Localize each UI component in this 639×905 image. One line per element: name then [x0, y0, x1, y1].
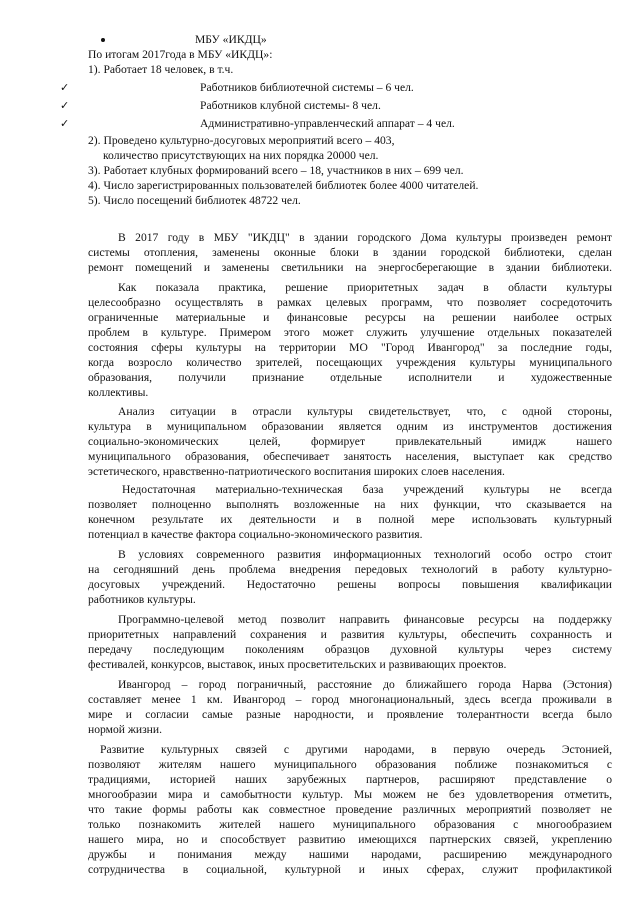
para-4-line: конечном результате их деятельности и в полной мере использовать культурный — [88, 513, 612, 526]
para-2-line: ограниченные материальные и финансовые ресурсы на решении наиболее острых — [88, 311, 612, 324]
stat-item-2: 2). Проведено культурно-досуговых мероприятий всего – 403, — [88, 134, 395, 147]
para-3-line: социально-экономических целей, формирует привлекательный имидж нашего — [88, 435, 612, 448]
checkmark-icon: ✓ — [60, 81, 70, 94]
para-3-line: эстетического, нравственно-патриотического воспитания широких слоев населения. — [88, 465, 505, 478]
para-8-line: нашего мира, но и способствует развитию имеющихся партнерских связей, укреплению — [88, 833, 612, 846]
checkmark-icon: ✓ — [60, 99, 70, 112]
para-4-line: позволяет полноценно выполнять возложенные на них функции, что сказывается на — [88, 498, 612, 511]
para-8-line: только познакомить жителей нашего муниципального образования с многообразием — [88, 818, 612, 831]
para-6-line: фестивалей, конкурсов, выставок, иных просветительских и развивающих проектов. — [88, 658, 507, 671]
para-6-line: передачу последующим поколениям образцов духовной культуры через систему — [88, 643, 612, 656]
para-2-line: Как показала практика, решение приоритетных задач в области культуры — [118, 281, 612, 294]
para-3-line: муниципального образования, обеспечивает занятость населения, выступает как средство — [88, 450, 612, 463]
para-6-line: Программно-целевой метод позволит направить финансовые ресурсы на поддержку — [118, 613, 612, 626]
para-8-line: Развитие культурных связей с другими народами, в первую очередь Эстонией, — [100, 743, 612, 756]
stat-sub-1: Работников библиотечной системы – 6 чел. — [200, 81, 414, 94]
para-5-line: работников культуры. — [88, 593, 196, 606]
para-4-line: Недостаточная материально-техническая база учреждений культуры не всегда — [122, 483, 612, 496]
stat-item-3: 3). Работает клубных формирований всего – 18, участников в них – 699 чел. — [88, 164, 464, 177]
para-6-line: приоритетных направлений сохранения и развития культуры, обеспечить сохранность и — [88, 628, 612, 641]
stat-sub-2: Работников клубной системы- 8 чел. — [200, 99, 381, 112]
para-2-line: когда возросло количество зрителей, посещающих учреждения культуры муниципального — [88, 356, 612, 369]
stat-item-5: 5). Число посещений библиотек 48722 чел. — [88, 194, 301, 207]
para-1-line: В 2017 году в МБУ "ИКДЦ" в здании городского Дома культуры произведен ремонт — [118, 231, 612, 244]
para-2-line: коллективы. — [88, 386, 149, 399]
para-7-line: Ивангород – город пограничный, расстояние до ближайшего города Нарва (Эстония) — [118, 678, 612, 691]
para-7-line: составляет менее 1 км. Ивангород – город многонациональный, здесь всегда проживали в — [88, 693, 612, 706]
para-3-line: Анализ ситуации в отрасли культуры свидетельствует, что, с одной стороны, — [118, 405, 612, 418]
para-2-line: образования, получили признание отдельные исполнители и художественные — [88, 371, 612, 384]
para-8-line: что такие формы работы как совместное проведение различных мероприятий позволяет не — [88, 803, 612, 816]
para-8-line: традициями, историей наших зарубежных партнеров, расширяют представление о — [88, 773, 612, 786]
para-1-line: ремонт помещений и заменены светильники на энергосберегающие в здании библиотеки. — [88, 261, 612, 274]
para-1-line: системы отопления, заменены оконные блоки в здании городской библиотеки, сделан — [88, 246, 612, 259]
para-2-line: проблем в культуре. Примером этого может служить улучшение отдельных показателей — [88, 326, 612, 339]
para-8-line: многообразии мира и самобытности культур. Мы можем не без удовлетворения отметить, — [88, 788, 612, 801]
para-8-line: дружбы и понимания между нашими народами, расширению международного — [88, 848, 612, 861]
stat-item-2-cont: количество присутствующих на них порядка 20000 чел. — [103, 149, 379, 162]
checkmark-icon: ✓ — [60, 117, 70, 130]
stat-item-4: 4). Число зарегистрированных пользователей библиотек более 4000 читателей. — [88, 179, 479, 192]
para-5-line: досуговых учреждений. Недостаточно решены вопросы повышения квалификации — [88, 578, 612, 591]
para-5-line: на сегодняшний день проблема внедрения передовых технологий в работу культурно- — [88, 563, 612, 576]
para-3-line: культура в муниципальном образовании является одним из инструментов достижения — [88, 420, 612, 433]
para-2-line: целесообразно осуществлять в рамках целевых программ, что позволяет сосредоточить — [88, 296, 612, 309]
stat-item-1: 1). Работает 18 человек, в т.ч. — [88, 63, 234, 76]
para-7-line: мире и согласии самые разные народности, и проявление толерантности всегда было — [88, 708, 612, 721]
intro-line: По итогам 2017года в МБУ «ИКДЦ»: — [88, 48, 273, 61]
para-4-line: потенциал в качестве фактора социально-экономического развития. — [88, 528, 423, 541]
stat-sub-3: Административно-управленческий аппарат – 4 чел. — [200, 117, 455, 130]
para-5-line: В условиях современного развития информационных технологий особо остро стоит — [118, 548, 612, 561]
para-2-line: состояния сферы культуры на территории МО "Город Ивангород" за последние годы, — [88, 341, 612, 354]
para-8-line: сотрудничества в социальной, культурной и иных сферах, служит профилактикой — [88, 863, 612, 876]
bullet-icon — [101, 38, 105, 42]
doc-title: МБУ «ИКДЦ» — [195, 33, 267, 46]
para-8-line: позволяют жителям нашего муниципального образования поближе познакомиться с — [88, 758, 612, 771]
para-7-line: нормой жизни. — [88, 723, 162, 736]
